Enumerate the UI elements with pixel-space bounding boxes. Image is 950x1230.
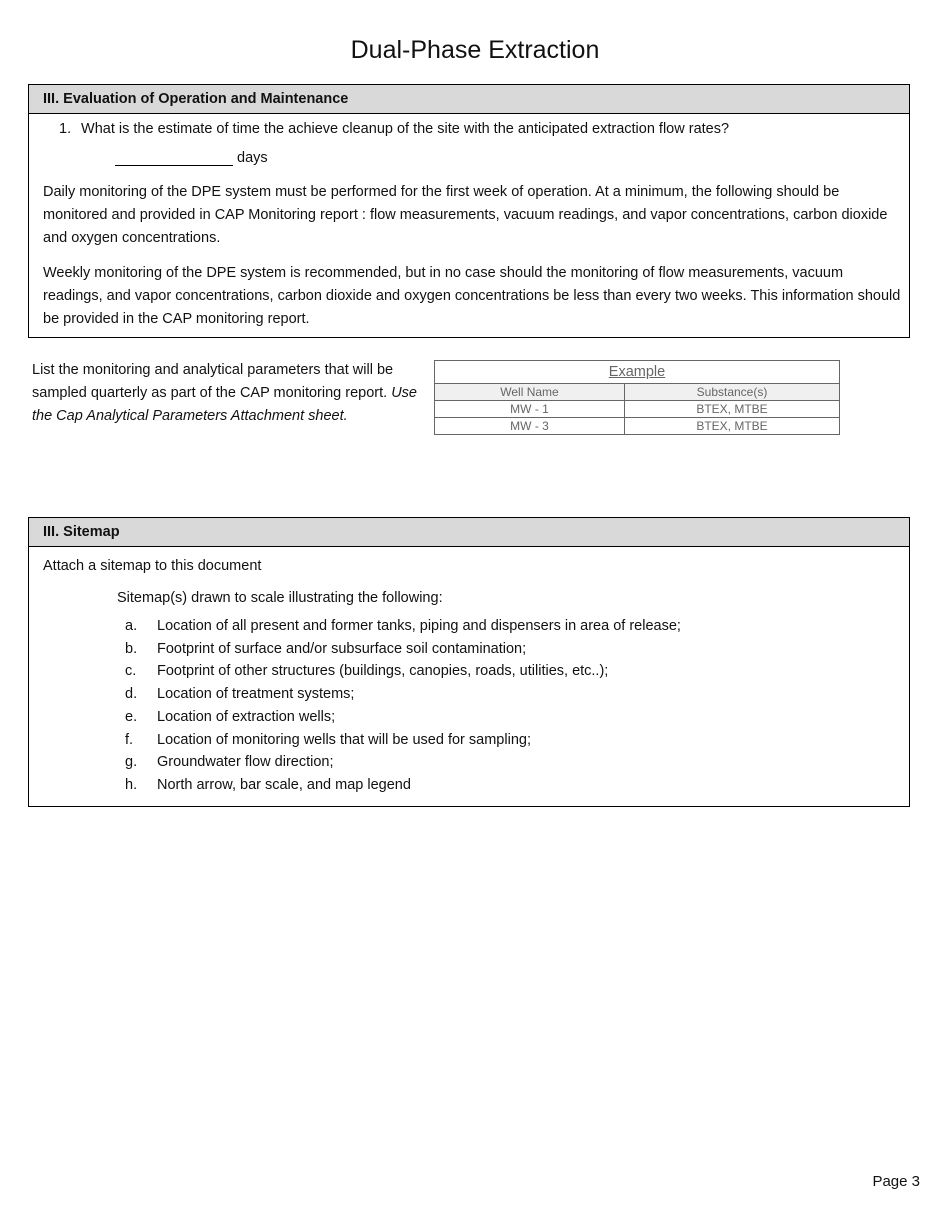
evaluation-header: III. Evaluation of Operation and Maintenance (29, 85, 909, 114)
list-item (125, 683, 681, 706)
question-1-number: 1. (59, 121, 72, 137)
days-row (115, 149, 268, 166)
list-item (125, 660, 681, 683)
list-item-letter: d. (125, 686, 138, 703)
sitemap-intro: Sitemap(s) drawn to scale illustrating the following: (117, 590, 443, 606)
question-1 (59, 121, 729, 137)
list-item-letter: a. (125, 618, 138, 634)
attach-sitemap-text: Attach a sitemap to this document (43, 558, 262, 574)
list-item-letter: c. (125, 663, 137, 680)
list-item-letter: f. (125, 731, 134, 748)
example-cell-well: MW - 3 (435, 418, 625, 435)
sitemap-header: III. Sitemap (29, 518, 909, 547)
list-item-text: Footprint of other structures (buildings, canopies, roads, utilities, etc..); (157, 663, 609, 680)
list-item (125, 706, 681, 729)
weekly-monitoring-paragraph: Weekly monitoring of the DPE system is recommended, but in no case should the monitoring of flow measurements, vacuum readings, and vapor concentrations, carbon dioxide and oxygen concentrations be less than every two weeks. This information should be provided in the CAP monitoring report. (43, 265, 901, 327)
list-item (125, 615, 681, 638)
example-header-substance: Substance(s) (625, 384, 840, 401)
table-row (435, 418, 839, 435)
list-item-text: Footprint of surface and/or subsurface soil contamination; (157, 640, 527, 657)
list-item (125, 729, 681, 752)
table-row (435, 401, 839, 418)
list-item-text: Location of monitoring wells that will be used for sampling; (157, 731, 531, 748)
list-item (125, 774, 681, 797)
days-unit-label: days (237, 150, 268, 166)
example-cell-substance: BTEX, MTBE (625, 401, 840, 418)
list-item-text: Location of treatment systems; (157, 686, 355, 703)
list-item-letter: e. (125, 708, 138, 725)
example-title: Example (435, 361, 839, 384)
list-item-letter: b. (125, 640, 138, 657)
example-cell-well: MW - 1 (435, 401, 625, 418)
page-number: Page 3 (872, 1173, 920, 1190)
example-table (434, 360, 840, 435)
example-header-well: Well Name (435, 384, 625, 401)
days-input-line[interactable] (115, 149, 233, 166)
list-item (125, 638, 681, 661)
list-item (125, 751, 681, 774)
example-grid (435, 384, 839, 434)
page-title: Dual-Phase Extraction (350, 36, 600, 64)
monitoring-parameters-text (32, 359, 437, 428)
sitemap-requirements-list (125, 615, 681, 797)
list-item-letter: h. (125, 776, 138, 793)
list-item-text: Location of extraction wells; (157, 708, 336, 725)
monitoring-parameters-instruction: List the monitoring and analytical parameters that will be sampled quarterly as part of the CAP monitoring report. (32, 362, 394, 401)
list-item-text: Groundwater flow direction; (157, 754, 334, 771)
list-item-letter: g. (125, 754, 138, 771)
example-header-row (435, 384, 839, 401)
attachment-sheet-note: Use the Cap Analytical Parameters Attachment sheet. (32, 385, 417, 424)
evaluation-section (28, 84, 910, 338)
example-cell-substance: BTEX, MTBE (625, 418, 840, 435)
question-1-text: What is the estimate of time the achieve cleanup of the site with the anticipated extraction flow rates? (81, 121, 730, 137)
list-item-text: North arrow, bar scale, and map legend (157, 776, 411, 793)
sitemap-section (28, 517, 910, 807)
daily-monitoring-paragraph: Daily monitoring of the DPE system must be performed for the first week of operation. At a minimum, the following should be monitored and provided in CAP Monitoring report : flow measurements, vacuum readings, and vapor concentrations, carbon dioxide and oxygen concentrations. (43, 184, 888, 246)
list-item-text: Location of all present and former tanks, piping and dispensers in area of release; (157, 618, 681, 634)
